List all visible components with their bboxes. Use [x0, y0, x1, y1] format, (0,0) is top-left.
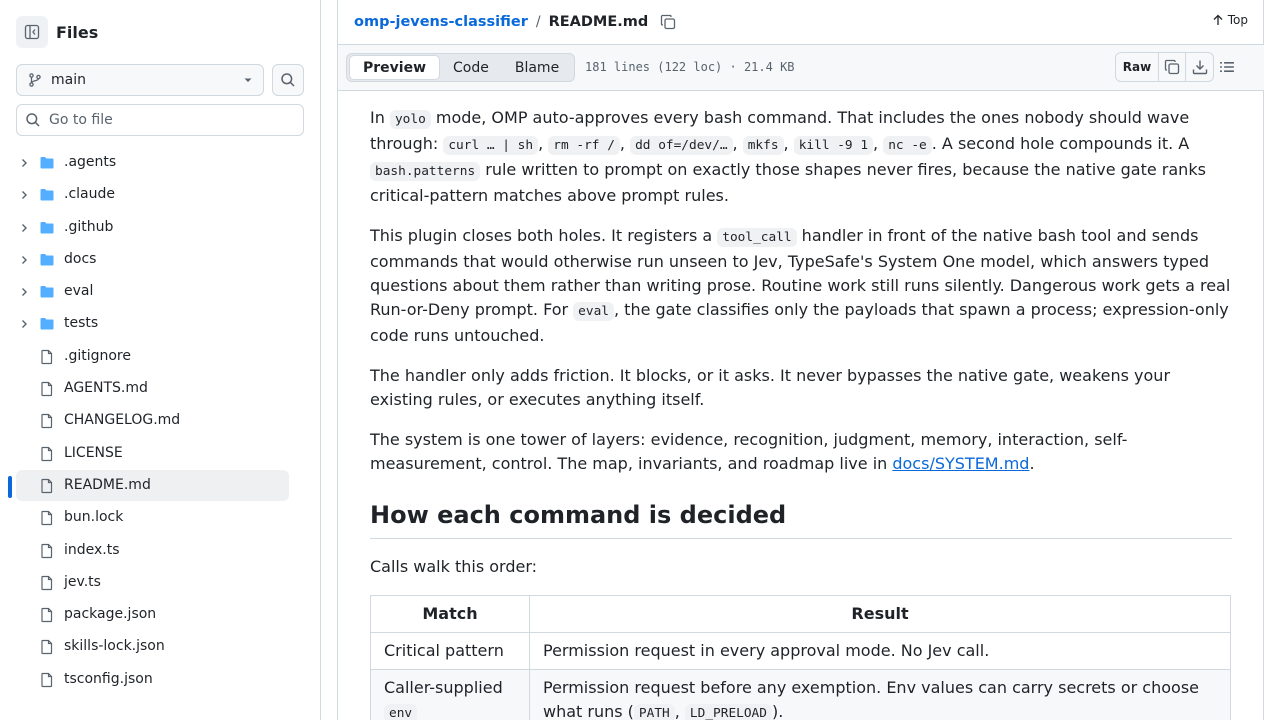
- chevron-right-icon[interactable]: [18, 286, 30, 302]
- inline-code: mkfs: [743, 136, 784, 155]
- tree-file-item[interactable]: [0, 631, 320, 663]
- sidebar-collapse-icon: [24, 24, 40, 40]
- copy-path-button[interactable]: [660, 14, 676, 30]
- paragraph-handler: The handler only adds friction. It blocks, or it asks. It never bypasses the native gate, weakens your existing rules, or executes anything itself.: [370, 366, 1171, 409]
- table-cell-match: Critical pattern: [371, 633, 530, 670]
- inline-code: rm -rf /: [548, 136, 620, 155]
- selected-indicator: [8, 476, 12, 498]
- text: .: [1029, 454, 1035, 473]
- paragraph-intro: [370, 106, 1232, 208]
- tree-item-label: eval: [64, 283, 94, 300]
- tree-item-label: .gitignore: [64, 347, 131, 364]
- caret-down-icon: [243, 75, 253, 85]
- tree-file-item[interactable]: [0, 599, 320, 631]
- tree-item-label: bun.lock: [64, 509, 124, 526]
- folder-icon: [39, 252, 55, 272]
- tree-file-item[interactable]: [0, 535, 320, 567]
- inline-code: PATH: [634, 704, 675, 720]
- tree-item-label: CHANGELOG.md: [64, 412, 181, 429]
- tree-item-label: tests: [64, 315, 99, 332]
- decision-table: [370, 595, 1231, 720]
- chevron-right-icon[interactable]: [18, 189, 30, 205]
- text: ,: [732, 134, 743, 153]
- tree-item-label: jev.ts: [64, 573, 101, 590]
- file-stats: 181 lines (122 loc) · 21.4 KB: [585, 60, 795, 74]
- file-icon: [39, 607, 55, 627]
- text: Caller-supplied: [384, 678, 503, 697]
- inline-code: eval: [573, 302, 614, 321]
- tree-item-label: .github: [64, 218, 114, 235]
- text: rule written to prompt on exactly those shapes never fires, because the native gate ranks critical-pattern matches above prompt rules.: [370, 160, 1206, 205]
- breadcrumb-file-name: README.md: [548, 14, 649, 30]
- readme-content: [370, 91, 1232, 720]
- selected-highlight: [16, 470, 289, 501]
- collapse-sidebar-button[interactable]: [16, 16, 48, 48]
- system-doc-link[interactable]: docs/SYSTEM.md: [892, 454, 1030, 473]
- tree-folder-item[interactable]: [0, 244, 320, 276]
- file-icon: [39, 446, 55, 466]
- chevron-right-icon[interactable]: [18, 157, 30, 173]
- table-cell-match: [371, 670, 530, 720]
- inline-code: yolo: [390, 110, 431, 129]
- search-icon: [280, 72, 296, 88]
- folder-icon: [39, 155, 55, 175]
- sidebar-header: [16, 16, 98, 48]
- text: mode, OMP auto-approves every bash command. That includes the ones nobody should wave through:: [370, 108, 1190, 153]
- file-actions: [1115, 52, 1214, 82]
- file-icon: [39, 575, 55, 595]
- table-cell-result: [530, 670, 1231, 720]
- go-to-file-field[interactable]: [16, 104, 304, 136]
- arrow-up-icon: [1212, 14, 1224, 26]
- folder-icon: [39, 187, 55, 207]
- tree-item-label: .claude: [64, 186, 115, 203]
- search-icon: [25, 112, 41, 128]
- text: , the gate classifies only the payloads that spawn a process; expression-only code runs untouched.: [370, 300, 1229, 345]
- table-header-row: [371, 596, 1231, 633]
- inline-code: kill -9 1: [794, 136, 873, 155]
- raw-button[interactable]: Raw: [1116, 53, 1159, 81]
- text: Permission request before any exemption. Env values can carry secrets or choose what runs (: [543, 678, 1199, 720]
- tree-item-label: AGENTS.md: [64, 380, 148, 397]
- copy-icon: [1164, 59, 1180, 75]
- search-files-button[interactable]: [272, 64, 304, 96]
- branch-select-button[interactable]: [16, 64, 264, 96]
- branch-name: main: [51, 72, 86, 88]
- sidebar-title: Files: [56, 22, 99, 42]
- tab-preview[interactable]: Preview: [349, 55, 440, 80]
- folder-icon: [39, 220, 55, 240]
- file-icon: [39, 510, 55, 530]
- tab-code[interactable]: Code: [453, 59, 489, 76]
- paragraph-system: [370, 428, 1232, 476]
- tab-blame[interactable]: Blame: [514, 59, 560, 76]
- inline-code: bash.patterns: [370, 162, 480, 181]
- tree-folder-item[interactable]: [0, 308, 320, 340]
- copy-icon: [660, 14, 676, 30]
- tree-item-label: index.ts: [64, 541, 120, 558]
- chevron-right-icon[interactable]: [18, 222, 30, 238]
- inline-code: nc -e: [883, 136, 932, 155]
- tree-file-item[interactable]: [0, 567, 320, 599]
- tree-file-item[interactable]: [0, 664, 320, 696]
- section-heading: How each command is decided: [370, 500, 1232, 539]
- file-tree: [0, 147, 320, 696]
- view-mode-tabs: [346, 53, 575, 82]
- git-branch-icon: [27, 72, 43, 88]
- tree-item-label: tsconfig.json: [64, 670, 153, 687]
- paragraph-order: Calls walk this order:: [370, 557, 538, 576]
- inline-code: curl … | sh: [443, 136, 538, 155]
- chevron-right-icon[interactable]: [18, 318, 30, 334]
- tree-item-label: skills-lock.json: [64, 638, 165, 655]
- file-icon: [39, 543, 55, 563]
- text: ,: [538, 134, 549, 153]
- file-view: [337, 0, 1264, 720]
- table-row: [371, 670, 1231, 720]
- top-button[interactable]: [1212, 13, 1248, 27]
- breadcrumb-repo-link[interactable]: omp-jevens-classifier: [354, 14, 528, 30]
- file-tree-sidebar: [0, 0, 321, 720]
- tree-file-item[interactable]: [0, 470, 320, 502]
- folder-icon: [39, 316, 55, 336]
- file-icon: [39, 672, 55, 692]
- download-button[interactable]: [1186, 53, 1213, 81]
- tree-file-item[interactable]: [0, 341, 320, 373]
- text: ).: [771, 702, 784, 720]
- text: ,: [783, 134, 794, 153]
- tree-item-label: package.json: [64, 606, 157, 623]
- text: This plugin closes both holes. It registers a: [370, 226, 718, 245]
- top-label: Top: [1227, 13, 1248, 27]
- chevron-right-icon[interactable]: [18, 254, 30, 270]
- column-header-result: Result: [530, 596, 1231, 633]
- inline-code: tool_call: [717, 228, 796, 247]
- table-cell-result: Permission request in every approval mode. No Jev call.: [530, 633, 1231, 670]
- inline-code: env: [384, 704, 417, 720]
- text: handler in front of the native bash tool and sends commands that would otherwise run unseen to Jev, TypeSafe's System One model, which answers typed questions about them rather than writing prose. Routine work still runs silently. Dangerous work gets a real Run-or-Deny prompt. For: [370, 226, 1231, 319]
- tree-file-item[interactable]: [0, 373, 320, 405]
- paragraph-plugin: [370, 224, 1232, 348]
- file-toolbar: [338, 45, 1264, 91]
- file-icon: [39, 381, 55, 401]
- inline-code: LD_PRELOAD: [685, 704, 772, 720]
- text: The system is one tower of layers: evidence, recognition, judgment, memory, interaction, self-measurement, control. The map, invariants, and roadmap live in: [370, 430, 1128, 473]
- tree-item-label: docs: [64, 250, 97, 267]
- text: ,: [674, 702, 685, 720]
- list-unordered-icon: [1218, 58, 1236, 76]
- file-icon: [39, 478, 55, 498]
- table-row: [371, 633, 1231, 670]
- breadcrumb-separator: /: [535, 14, 541, 30]
- text: . A second hole compounds it. A: [931, 134, 1190, 153]
- download-icon: [1192, 59, 1208, 75]
- outline-button[interactable]: [1218, 58, 1236, 80]
- copy-raw-button[interactable]: [1159, 53, 1186, 81]
- tree-folder-item[interactable]: [0, 212, 320, 244]
- go-to-file-input[interactable]: [49, 112, 289, 128]
- inline-code: dd of=/dev/…: [630, 136, 732, 155]
- tree-item-label: .agents: [64, 154, 117, 170]
- text: In: [370, 108, 390, 127]
- file-icon: [39, 639, 55, 659]
- text: ,: [619, 134, 631, 153]
- column-header-match: Match: [371, 596, 530, 633]
- tree-item-label: README.md: [64, 476, 151, 493]
- file-icon: [39, 413, 55, 433]
- tree-file-item[interactable]: [0, 502, 320, 534]
- folder-icon: [39, 284, 55, 304]
- file-icon: [39, 349, 55, 369]
- tree-folder-item[interactable]: [0, 179, 320, 211]
- tree-file-item[interactable]: [0, 405, 320, 437]
- breadcrumb: [338, 0, 1264, 45]
- tree-folder-item[interactable]: [0, 147, 320, 179]
- tree-item-label: LICENSE: [64, 444, 123, 461]
- tree-file-item[interactable]: [0, 438, 320, 470]
- text: ,: [873, 134, 884, 153]
- tree-folder-item[interactable]: [0, 276, 320, 308]
